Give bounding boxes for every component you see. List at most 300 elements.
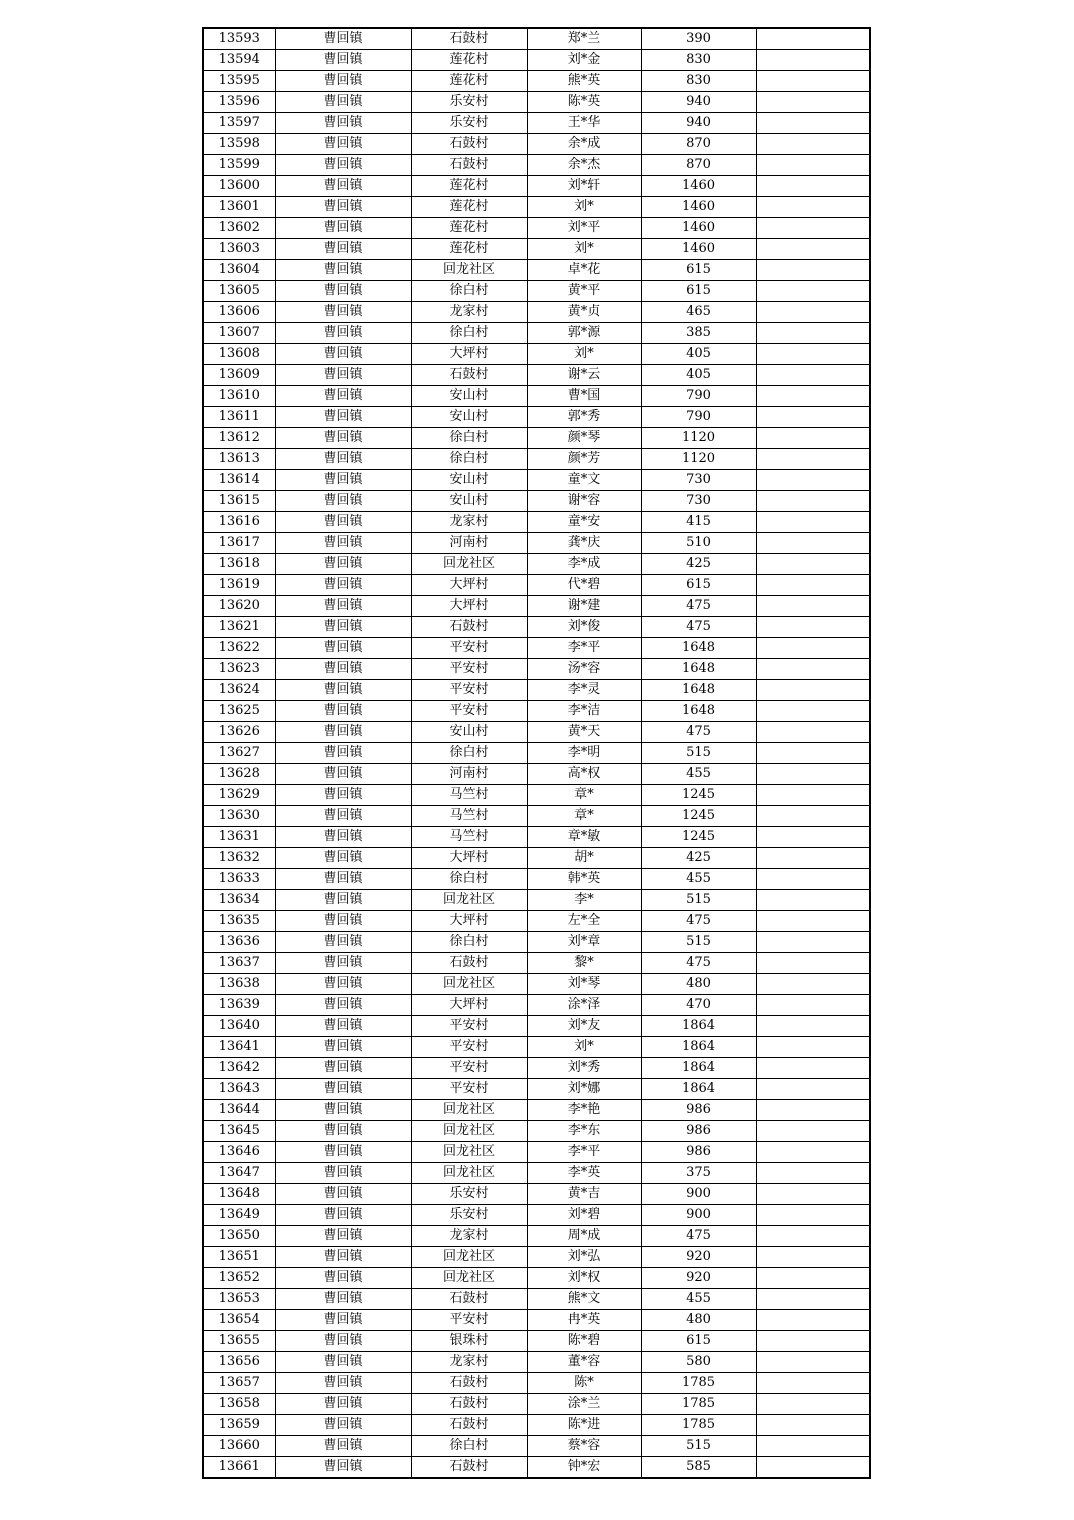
serial-cell: 13647: [203, 1163, 275, 1184]
name-cell: 刘*: [527, 344, 641, 365]
note-cell: [756, 1205, 870, 1226]
note-cell: [756, 1331, 870, 1352]
village-cell: 回龙社区: [411, 554, 527, 575]
amount-cell: 986: [641, 1142, 756, 1163]
note-cell: [756, 386, 870, 407]
table-row: [203, 1205, 870, 1226]
town-cell: 曹回镇: [275, 911, 411, 932]
table-row: [203, 491, 870, 512]
amount-cell: 480: [641, 1310, 756, 1331]
village-cell: 马竺村: [411, 827, 527, 848]
town-cell: 曹回镇: [275, 407, 411, 428]
village-cell: 龙家村: [411, 302, 527, 323]
serial-cell: 13635: [203, 911, 275, 932]
name-cell: 龚*庆: [527, 533, 641, 554]
town-cell: 曹回镇: [275, 995, 411, 1016]
village-cell: 安山村: [411, 491, 527, 512]
amount-cell: 475: [641, 1226, 756, 1247]
table-row: [203, 71, 870, 92]
village-cell: 大坪村: [411, 596, 527, 617]
table-row: [203, 155, 870, 176]
amount-cell: 465: [641, 302, 756, 323]
amount-cell: 475: [641, 596, 756, 617]
table-row: [203, 1373, 870, 1394]
name-cell: 刘*章: [527, 932, 641, 953]
name-cell: 李*艳: [527, 1100, 641, 1121]
amount-cell: 1864: [641, 1016, 756, 1037]
table-row: [203, 1163, 870, 1184]
town-cell: 曹回镇: [275, 512, 411, 533]
table-row: [203, 638, 870, 659]
note-cell: [756, 1415, 870, 1436]
name-cell: 刘*弘: [527, 1247, 641, 1268]
serial-cell: 13611: [203, 407, 275, 428]
village-cell: 石鼓村: [411, 28, 527, 50]
town-cell: 曹回镇: [275, 1016, 411, 1037]
serial-cell: 13600: [203, 176, 275, 197]
table-row: [203, 764, 870, 785]
table-row: [203, 1310, 870, 1331]
amount-cell: 830: [641, 71, 756, 92]
note-cell: [756, 1268, 870, 1289]
serial-cell: 13620: [203, 596, 275, 617]
serial-cell: 13632: [203, 848, 275, 869]
amount-cell: 870: [641, 155, 756, 176]
note-cell: [756, 155, 870, 176]
table-row: [203, 722, 870, 743]
note-cell: [756, 953, 870, 974]
name-cell: 刘*秀: [527, 1058, 641, 1079]
amount-cell: 475: [641, 911, 756, 932]
table-row: [203, 407, 870, 428]
table-row: [203, 617, 870, 638]
name-cell: 章*敏: [527, 827, 641, 848]
village-cell: 石鼓村: [411, 1394, 527, 1415]
table-body: [203, 28, 870, 1478]
table-row: [203, 785, 870, 806]
town-cell: 曹回镇: [275, 470, 411, 491]
village-cell: 石鼓村: [411, 1373, 527, 1394]
name-cell: 周*成: [527, 1226, 641, 1247]
town-cell: 曹回镇: [275, 1226, 411, 1247]
town-cell: 曹回镇: [275, 1268, 411, 1289]
village-cell: 莲花村: [411, 239, 527, 260]
serial-cell: 13609: [203, 365, 275, 386]
table-row: [203, 554, 870, 575]
serial-cell: 13631: [203, 827, 275, 848]
note-cell: [756, 1016, 870, 1037]
town-cell: 曹回镇: [275, 344, 411, 365]
serial-cell: 13646: [203, 1142, 275, 1163]
amount-cell: 1648: [641, 638, 756, 659]
amount-cell: 425: [641, 554, 756, 575]
name-cell: 陈*: [527, 1373, 641, 1394]
amount-cell: 1864: [641, 1079, 756, 1100]
name-cell: 黄*平: [527, 281, 641, 302]
serial-cell: 13661: [203, 1457, 275, 1479]
serial-cell: 13626: [203, 722, 275, 743]
name-cell: 刘*娜: [527, 1079, 641, 1100]
name-cell: 李*灵: [527, 680, 641, 701]
table-row: [203, 827, 870, 848]
name-cell: 郭*秀: [527, 407, 641, 428]
serial-cell: 13660: [203, 1436, 275, 1457]
amount-cell: 900: [641, 1184, 756, 1205]
name-cell: 刘*金: [527, 50, 641, 71]
town-cell: 曹回镇: [275, 365, 411, 386]
note-cell: [756, 743, 870, 764]
village-cell: 平安村: [411, 1058, 527, 1079]
serial-cell: 13659: [203, 1415, 275, 1436]
village-cell: 回龙社区: [411, 1268, 527, 1289]
table-row: [203, 386, 870, 407]
serial-cell: 13627: [203, 743, 275, 764]
table-row: [203, 344, 870, 365]
name-cell: 刘*碧: [527, 1205, 641, 1226]
serial-cell: 13640: [203, 1016, 275, 1037]
village-cell: 大坪村: [411, 911, 527, 932]
note-cell: [756, 1058, 870, 1079]
village-cell: 石鼓村: [411, 1289, 527, 1310]
serial-cell: 13644: [203, 1100, 275, 1121]
amount-cell: 515: [641, 1436, 756, 1457]
name-cell: 卓*花: [527, 260, 641, 281]
town-cell: 曹回镇: [275, 239, 411, 260]
note-cell: [756, 848, 870, 869]
table-row: [203, 701, 870, 722]
table-row: [203, 1352, 870, 1373]
serial-cell: 13642: [203, 1058, 275, 1079]
town-cell: 曹回镇: [275, 176, 411, 197]
table-row: [203, 50, 870, 71]
table-row: [203, 806, 870, 827]
note-cell: [756, 1100, 870, 1121]
town-cell: 曹回镇: [275, 953, 411, 974]
note-cell: [756, 596, 870, 617]
note-cell: [756, 1436, 870, 1457]
note-cell: [756, 932, 870, 953]
amount-cell: 405: [641, 344, 756, 365]
name-cell: 黄*天: [527, 722, 641, 743]
name-cell: 代*碧: [527, 575, 641, 596]
table-row: [203, 176, 870, 197]
town-cell: 曹回镇: [275, 659, 411, 680]
amount-cell: 515: [641, 890, 756, 911]
note-cell: [756, 617, 870, 638]
serial-cell: 13641: [203, 1037, 275, 1058]
amount-cell: 455: [641, 1289, 756, 1310]
name-cell: 余*成: [527, 134, 641, 155]
note-cell: [756, 1289, 870, 1310]
table-row: [203, 680, 870, 701]
village-cell: 徐白村: [411, 428, 527, 449]
town-cell: 曹回镇: [275, 449, 411, 470]
serial-cell: 13624: [203, 680, 275, 701]
town-cell: 曹回镇: [275, 848, 411, 869]
amount-cell: 1245: [641, 827, 756, 848]
name-cell: 韩*英: [527, 869, 641, 890]
table-row: [203, 470, 870, 491]
note-cell: [756, 260, 870, 281]
village-cell: 乐安村: [411, 92, 527, 113]
town-cell: 曹回镇: [275, 1310, 411, 1331]
serial-cell: 13651: [203, 1247, 275, 1268]
name-cell: 冉*英: [527, 1310, 641, 1331]
table-row: [203, 1058, 870, 1079]
village-cell: 徐白村: [411, 743, 527, 764]
table-row: [203, 869, 870, 890]
town-cell: 曹回镇: [275, 218, 411, 239]
town-cell: 曹回镇: [275, 71, 411, 92]
village-cell: 乐安村: [411, 1205, 527, 1226]
table-row: [203, 28, 870, 50]
name-cell: 黎*: [527, 953, 641, 974]
serial-cell: 13654: [203, 1310, 275, 1331]
name-cell: 李*平: [527, 1142, 641, 1163]
village-cell: 回龙社区: [411, 890, 527, 911]
village-cell: 徐白村: [411, 323, 527, 344]
town-cell: 曹回镇: [275, 386, 411, 407]
table-row: [203, 1079, 870, 1100]
village-cell: 平安村: [411, 680, 527, 701]
table-row: [203, 743, 870, 764]
serial-cell: 13615: [203, 491, 275, 512]
town-cell: 曹回镇: [275, 1100, 411, 1121]
name-cell: 王*华: [527, 113, 641, 134]
town-cell: 曹回镇: [275, 785, 411, 806]
town-cell: 曹回镇: [275, 533, 411, 554]
village-cell: 平安村: [411, 659, 527, 680]
village-cell: 马竺村: [411, 806, 527, 827]
town-cell: 曹回镇: [275, 974, 411, 995]
town-cell: 曹回镇: [275, 1205, 411, 1226]
amount-cell: 1460: [641, 176, 756, 197]
note-cell: [756, 176, 870, 197]
village-cell: 龙家村: [411, 512, 527, 533]
village-cell: 石鼓村: [411, 155, 527, 176]
serial-cell: 13604: [203, 260, 275, 281]
town-cell: 曹回镇: [275, 1352, 411, 1373]
town-cell: 曹回镇: [275, 1184, 411, 1205]
amount-cell: 790: [641, 386, 756, 407]
serial-cell: 13608: [203, 344, 275, 365]
table-row: [203, 1037, 870, 1058]
note-cell: [756, 344, 870, 365]
village-cell: 安山村: [411, 407, 527, 428]
village-cell: 银珠村: [411, 1331, 527, 1352]
village-cell: 安山村: [411, 470, 527, 491]
table-row: [203, 197, 870, 218]
name-cell: 李*英: [527, 1163, 641, 1184]
note-cell: [756, 491, 870, 512]
note-cell: [756, 1079, 870, 1100]
town-cell: 曹回镇: [275, 638, 411, 659]
name-cell: 李*东: [527, 1121, 641, 1142]
name-cell: 童*安: [527, 512, 641, 533]
town-cell: 曹回镇: [275, 890, 411, 911]
village-cell: 平安村: [411, 1079, 527, 1100]
serial-cell: 13601: [203, 197, 275, 218]
amount-cell: 475: [641, 617, 756, 638]
table-row: [203, 974, 870, 995]
serial-cell: 13618: [203, 554, 275, 575]
serial-cell: 13606: [203, 302, 275, 323]
town-cell: 曹回镇: [275, 1079, 411, 1100]
town-cell: 曹回镇: [275, 113, 411, 134]
village-cell: 龙家村: [411, 1352, 527, 1373]
note-cell: [756, 890, 870, 911]
village-cell: 河南村: [411, 533, 527, 554]
amount-cell: 1460: [641, 197, 756, 218]
note-cell: [756, 722, 870, 743]
name-cell: 黄*贞: [527, 302, 641, 323]
note-cell: [756, 1310, 870, 1331]
town-cell: 曹回镇: [275, 1394, 411, 1415]
name-cell: 刘*: [527, 1037, 641, 1058]
village-cell: 大坪村: [411, 995, 527, 1016]
note-cell: [756, 680, 870, 701]
serial-cell: 13621: [203, 617, 275, 638]
amount-cell: 790: [641, 407, 756, 428]
town-cell: 曹回镇: [275, 806, 411, 827]
serial-cell: 13614: [203, 470, 275, 491]
note-cell: [756, 1352, 870, 1373]
village-cell: 龙家村: [411, 1226, 527, 1247]
serial-cell: 13619: [203, 575, 275, 596]
name-cell: 熊*英: [527, 71, 641, 92]
amount-cell: 870: [641, 134, 756, 155]
table-row: [203, 1394, 870, 1415]
village-cell: 平安村: [411, 1037, 527, 1058]
name-cell: 李*成: [527, 554, 641, 575]
table-row: [203, 911, 870, 932]
name-cell: 李*明: [527, 743, 641, 764]
serial-cell: 13633: [203, 869, 275, 890]
name-cell: 刘*轩: [527, 176, 641, 197]
table-row: [203, 596, 870, 617]
note-cell: [756, 1373, 870, 1394]
serial-cell: 13634: [203, 890, 275, 911]
serial-cell: 13652: [203, 1268, 275, 1289]
table-row: [203, 1142, 870, 1163]
note-cell: [756, 1184, 870, 1205]
village-cell: 石鼓村: [411, 365, 527, 386]
amount-cell: 1120: [641, 449, 756, 470]
village-cell: 回龙社区: [411, 974, 527, 995]
serial-cell: 13607: [203, 323, 275, 344]
amount-cell: 455: [641, 764, 756, 785]
town-cell: 曹回镇: [275, 554, 411, 575]
note-cell: [756, 806, 870, 827]
table-row: [203, 92, 870, 113]
serial-cell: 13639: [203, 995, 275, 1016]
serial-cell: 13612: [203, 428, 275, 449]
town-cell: 曹回镇: [275, 1247, 411, 1268]
name-cell: 左*全: [527, 911, 641, 932]
serial-cell: 13655: [203, 1331, 275, 1352]
amount-cell: 1460: [641, 218, 756, 239]
table-row: [203, 890, 870, 911]
name-cell: 谢*容: [527, 491, 641, 512]
amount-cell: 986: [641, 1121, 756, 1142]
serial-cell: 13628: [203, 764, 275, 785]
table-row: [203, 512, 870, 533]
village-cell: 石鼓村: [411, 953, 527, 974]
name-cell: 李*: [527, 890, 641, 911]
serial-cell: 13625: [203, 701, 275, 722]
name-cell: 曹*国: [527, 386, 641, 407]
village-cell: 莲花村: [411, 71, 527, 92]
serial-cell: 13630: [203, 806, 275, 827]
note-cell: [756, 785, 870, 806]
amount-cell: 730: [641, 470, 756, 491]
village-cell: 回龙社区: [411, 1142, 527, 1163]
table-row: [203, 1247, 870, 1268]
table-row: [203, 995, 870, 1016]
note-cell: [756, 239, 870, 260]
note-cell: [756, 134, 870, 155]
serial-cell: 13597: [203, 113, 275, 134]
town-cell: 曹回镇: [275, 323, 411, 344]
village-cell: 马竺村: [411, 785, 527, 806]
table-row: [203, 533, 870, 554]
amount-cell: 615: [641, 281, 756, 302]
town-cell: 曹回镇: [275, 50, 411, 71]
village-cell: 徐白村: [411, 449, 527, 470]
name-cell: 郑*兰: [527, 28, 641, 50]
village-cell: 大坪村: [411, 848, 527, 869]
town-cell: 曹回镇: [275, 932, 411, 953]
note-cell: [756, 50, 870, 71]
amount-cell: 900: [641, 1205, 756, 1226]
name-cell: 李*平: [527, 638, 641, 659]
amount-cell: 455: [641, 869, 756, 890]
name-cell: 涂*泽: [527, 995, 641, 1016]
serial-cell: 13657: [203, 1373, 275, 1394]
town-cell: 曹回镇: [275, 827, 411, 848]
amount-cell: 385: [641, 323, 756, 344]
town-cell: 曹回镇: [275, 491, 411, 512]
name-cell: 刘*: [527, 197, 641, 218]
table-row: [203, 218, 870, 239]
table-row: [203, 428, 870, 449]
note-cell: [756, 302, 870, 323]
name-cell: 章*: [527, 806, 641, 827]
name-cell: 刘*俊: [527, 617, 641, 638]
amount-cell: 940: [641, 92, 756, 113]
town-cell: 曹回镇: [275, 1037, 411, 1058]
name-cell: 高*权: [527, 764, 641, 785]
serial-cell: 13603: [203, 239, 275, 260]
amount-cell: 1864: [641, 1058, 756, 1079]
table-row: [203, 575, 870, 596]
note-cell: [756, 281, 870, 302]
note-cell: [756, 71, 870, 92]
village-cell: 莲花村: [411, 197, 527, 218]
amount-cell: 920: [641, 1268, 756, 1289]
serial-cell: 13650: [203, 1226, 275, 1247]
town-cell: 曹回镇: [275, 28, 411, 50]
village-cell: 平安村: [411, 1016, 527, 1037]
serial-cell: 13593: [203, 28, 275, 50]
town-cell: 曹回镇: [275, 428, 411, 449]
amount-cell: 1785: [641, 1415, 756, 1436]
amount-cell: 480: [641, 974, 756, 995]
name-cell: 熊*文: [527, 1289, 641, 1310]
town-cell: 曹回镇: [275, 575, 411, 596]
town-cell: 曹回镇: [275, 596, 411, 617]
note-cell: [756, 1037, 870, 1058]
